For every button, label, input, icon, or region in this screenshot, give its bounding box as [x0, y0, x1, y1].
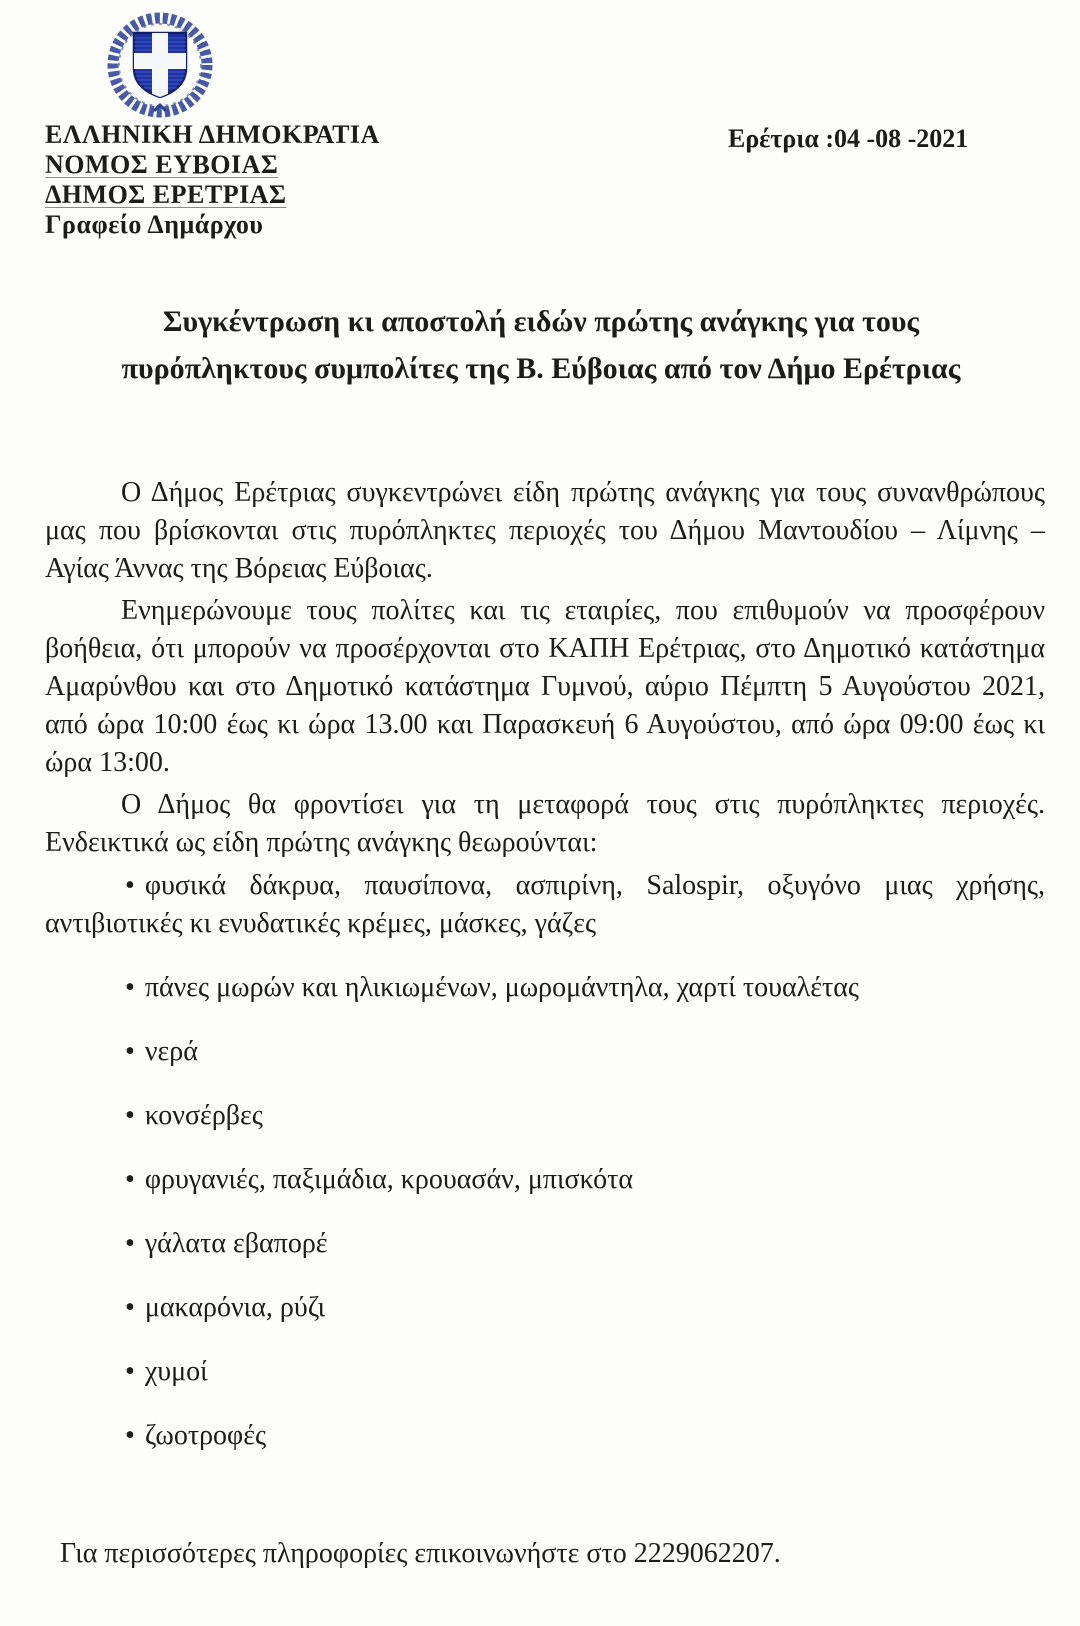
- bullet-text: γάλατα εβαπορέ: [144, 1228, 328, 1259]
- document-title: [45, 298, 1037, 392]
- bullet-text: μακαρόνια, ρύζι: [144, 1292, 326, 1323]
- bullet-text: φρυγανιές, παξιμάδια, κρουασάν, μπισκότα: [144, 1164, 634, 1195]
- list-item: [45, 867, 1045, 943]
- letterhead-office: Γραφείο Δημάρχου: [45, 210, 264, 239]
- paragraph-dropoff-info: Ενημερώνουμε τους πολίτες και τις εταιρίες, που επιθυμούν να προσφέρουν βοήθεια, ότι μπορούν να προσέρχονται στο ΚΑΠΗ Ερέτριας, στο Δημοτικό κατάστημα Αμαρύνθου και στο Δημοτικό κατάστημα Γυμνού, αύριο Πέμπτη 5 Αυγούστου 2021, από ώρα 10:00 έως κι ώρα 13.00 και Παρασκευή 6 Αυγούστου, από ώρα 09:00 έως κι ώρα 13:00.: [45, 595, 1045, 778]
- bullet-text: φυσικά δάκρυα, παυσίπονα, ασπιρίνη, Salospir, οξυγόνο μιας χρήσης, αντιβιοτικές κι ενυδατικές κρέμες, μάσκες, γάζες: [45, 870, 1045, 939]
- letterhead-republic: ΕΛΛΗΝΙΚΗ ΔΗΜΟΚΡΑΤΙΑ: [45, 120, 380, 149]
- document-body: [45, 474, 1045, 1455]
- bullet-marker: •: [125, 1100, 135, 1131]
- greek-coat-of-arms-icon: [94, 12, 226, 124]
- bullet-text: χυμοί: [144, 1356, 208, 1387]
- title-line-2: πυρόπληκτους συμπολίτες της Β. Εύβοιας από τον Δήμο Ερέτριας: [121, 352, 961, 385]
- list-item: [45, 969, 1045, 1007]
- list-item: [45, 1225, 1045, 1263]
- list-item: [45, 1097, 1045, 1135]
- paragraph-collection: Ο Δήμος Ερέτριας συγκεντρώνει είδη πρώτης ανάγκης για τους συνανθρώπους μας που βρίσκονται στις πυρόπληκτες περιοχές του Δήμου Μαντουδίου – Λίμνης – Αγίας Άννας της Βόρειας Εύβοιας.: [45, 477, 1045, 584]
- bullet-marker: •: [125, 1420, 135, 1451]
- bullet-text: κονσέρβες: [144, 1100, 263, 1131]
- bullet-marker: •: [125, 1164, 135, 1195]
- bullet-text: πάνες μωρών και ηλικιωμένων, μωρομάντηλα, χαρτί τουαλέτας: [144, 972, 859, 1003]
- bullet-marker: •: [125, 1356, 135, 1387]
- bullet-marker: •: [125, 1036, 135, 1067]
- bullet-text: ζωοτροφές: [144, 1420, 267, 1451]
- document-date: Ερέτρια :04 -08 -2021: [728, 124, 969, 153]
- bullet-marker: •: [125, 1228, 135, 1259]
- bullet-marker: •: [125, 972, 135, 1003]
- list-item: [45, 1353, 1045, 1391]
- paragraph-transport-intro: Ο Δήμος θα φροντίσει για τη μεταφορά τους στις πυρόπληκτες περιοχές. Ενδεικτικά ως είδη πρώτης ανάγκης θεωρούνται:: [45, 789, 1045, 858]
- list-item: [45, 1417, 1045, 1455]
- letterhead-prefecture: ΝΟΜΟΣ ΕΥΒΟΙΑΣ: [45, 150, 279, 179]
- letterhead-municipality: ΔΗΜΟΣ ΕΡΕΤΡΙΑΣ: [45, 180, 287, 209]
- contact-info: Για περισσότερες πληροφορίες επικοινωνήστε στο 2229062207.: [60, 1538, 781, 1569]
- bullet-text: νερά: [144, 1036, 198, 1067]
- letterhead: [45, 120, 380, 240]
- list-item: [45, 1289, 1045, 1327]
- list-item: [45, 1161, 1045, 1199]
- list-item: [45, 1033, 1045, 1071]
- bullet-marker: •: [125, 870, 135, 901]
- bullet-marker: •: [125, 1292, 135, 1323]
- title-line-1: Συγκέντρωση κι αποστολή ειδών πρώτης ανάγκης για τους: [162, 305, 920, 338]
